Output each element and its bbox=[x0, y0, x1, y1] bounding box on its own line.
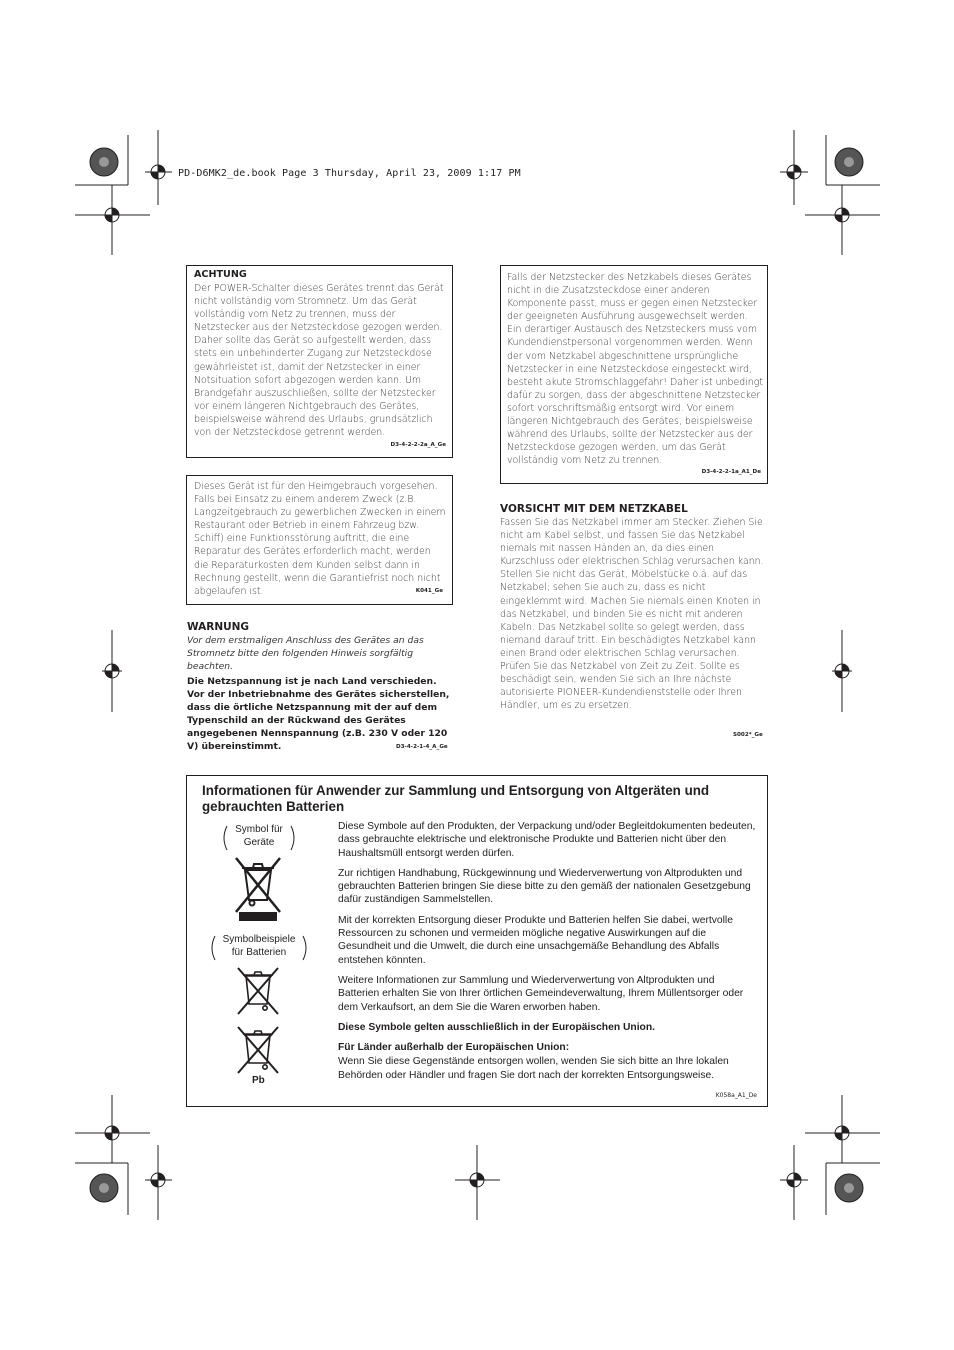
symbol-devices-label: Symbol für Geräte bbox=[235, 824, 283, 848]
bin-underline-bar bbox=[239, 912, 277, 921]
warnung-voltage-note: Die Netzspannung ist je nach Land verschieden. Vor der Inbetriebnahme des Gerätes sicherstellen, dass die örtliche Netzspannung mit der auf dem Typenschild an der Rückwand des Gerätes angegebenen Nennspannung (z.B. 230 V oder 120 V) übereinstimmt. bbox=[187, 676, 450, 753]
achtung-code: D3-4-2-2-2a_A_Ge bbox=[390, 442, 446, 448]
weee-paragraph-4: Weitere Informationen zur Sammlung und Wiederverwertung von Altprodukten und Batterien erhalten Sie von Ihrer örtlichen Gemeindeverwaltung, Ihrem Müllentsorger oder dem Verkaufsort, an dem Sie die Waren erworben haben. bbox=[338, 974, 744, 1013]
weee-code: K058a_A1_De bbox=[715, 1092, 757, 1099]
heimgebrauch-box bbox=[186, 475, 453, 605]
achtung-title: ACHTUNG bbox=[194, 269, 247, 280]
weee-eu-only-note: Diese Symbole gelten ausschließlich in der Europäischen Union. bbox=[338, 1021, 655, 1033]
netzstecker-body: Falls der Netzstecker des Netzkabels dieses Gerätes nicht in die Zusatzsteckdose einer anderen Komponente passt, muss er gegen einen Netzstecker der geeigneten Ausführung ausgewechselt werden. Ein derartiger Austausch des Netzsteckers muss vom Kundendienstpersonal vorgenommen werden. Wenn der vom Netzkabel abgeschnittene ursprüngliche Netzstecker in eine Netzsteckdose eingesteckt wird, besteht akute Stromschlaggefahr! Daher ist unbedingt dafür zu sorgen, dass der abgeschnittene Netzstecker sofort vorschriftsmäßig entsorgt wird. Vor einem längeren Nichtgebrauch des Gerätes, beispielsweise während des Urlaubs, sollte der Netzstecker aus der Netzsteckdose gezogen werden, um das Gerät vollständig vom Netz zu trennen. bbox=[507, 272, 764, 467]
heimgebrauch-code: K041_Ge bbox=[415, 588, 443, 594]
weee-text-column bbox=[338, 820, 758, 1082]
weee-paragraph-1: Diese Symbole auf den Produkten, der Verpackung und/oder Begleitdokumenten bedeuten, dass gebrauchte elektrische und elektronische Produkte und Batterien nicht über den Haushaltsmüll entsorgt werden dürfen. bbox=[338, 821, 756, 859]
book-header-line: PD-D6MK2_de.book Page 3 Thursday, April 23, 2009 1:17 PM bbox=[178, 168, 521, 179]
heimgebrauch-body: Dieses Gerät ist für den Heimgebrauch vorgesehen. Falls bei Einsatz zu einem anderem Zweck (z.B. Langzeitgebrauch zu gewerblichen Zwecken in einem Restaurant oder Betrieb in einem Fahrzeug bzw. Schiff) eine Funktionsstörung auftritt, die eine Reparatur des Gerätes erforderlich macht, werden die Reparaturkosten dem Kunden selbst dann in Rechnung gestellt, wenn die Garantiefrist noch nicht abgelaufen ist. bbox=[194, 481, 446, 597]
warnung-intro: Vor dem erstmaligen Anschluss des Gerätes an das Stromnetz bitte den folgenden Hinweis sorgfältig beachten. bbox=[187, 635, 424, 672]
weee-info-box bbox=[186, 775, 768, 1107]
pb-label: Pb bbox=[252, 1075, 265, 1086]
weee-paragraph-3: Mit der korrekten Entsorgung dieser Produkte und Batterien helfen Sie dabei, wertvolle Ressourcen zu schonen und vermeiden mögliche negative Auswirkungen auf die Gesundheit und die Umwelt, die durch eine unsachgemäße Behandlung des Abfalls entstehen könnten. bbox=[338, 914, 733, 966]
achtung-body: Der POWER-Schalter dieses Gerätes trennt das Gerät nicht vollständig vom Stromnetz. Um das Gerät vollständig vom Netz zu trennen, muss der Netzstecker aus der Netzsteckdose gezogen werden. Daher sollte das Gerät so aufgestellt werden, dass stets ein unbehinderter Zugang zur Netzsteckdose gewährleistet ist, damit der Netzstecker in einer Notsituation sofort abgezogen werden kann. Um Brandgefahr auszuschließen, sollte der Netzstecker vor einem längeren Nichtgebrauch des Gerätes, beispielsweise während des Urlaubs, grundsätzlich von der Netzsteckdose getrennt werden. bbox=[194, 283, 444, 439]
warnung-code: D3-4-2-1-4_A_Ge bbox=[396, 744, 448, 750]
weee-paragraph-2: Zur richtigen Handhabung, Rückgewinnung und Wiederverwertung von Altprodukten und gebrauchten Batterien bringen Sie diese bitte zu den gemäß der nationalen Gesetzgebung dafür zuständigen Sammelstellen. bbox=[338, 867, 751, 906]
netzstecker-box bbox=[500, 265, 768, 484]
weee-title: Informationen für Anwender zur Sammlung und Entsorgung von Altgeräten und gebrauchten Batterien bbox=[202, 783, 710, 814]
vorsicht-body: Fassen Sie das Netzkabel immer am Stecker. Ziehen Sie nicht am Kabel selbst, und fassen Sie das Netzkabel niemals mit nassen Händen an, da dies einen Kurzschluss oder elektrischen Schlag verursachen kann. Stellen Sie nicht das Gerät, Möbelstücke o.ä. auf das Netzkabel; sehen Sie auch zu, dass es nicht eingeklemmt wird. Machen Sie niemals einen Knoten in das Netzkabel, und binden Sie es nicht mit anderen Kabeln. Das Netzkabel sollte so gelegt werden, dass niemand darauf tritt. Ein beschädigtes Netzkabel kann einen Brand oder elektrischen Schlag verursachen. Prüfen Sie das Netzkabel von Zeit zu Zeit. Sollte es beschädigt sein, wenden Sie sich an Ihre nächste autorisierte PIONEER-Kundendienststelle oder Ihren Händler, um es zu ersetzen. bbox=[500, 517, 764, 712]
symbol-devices-brackets bbox=[219, 824, 299, 856]
achtung-box bbox=[186, 265, 453, 458]
vorsicht-title: VORSICHT MIT DEM NETZKABEL bbox=[500, 503, 688, 515]
weee-non-eu-heading: Für Länder außerhalb der Europäischen Union: bbox=[338, 1042, 570, 1054]
symbol-batteries-label: Symbolbeispiele für Batterien bbox=[222, 934, 296, 958]
battery-bin-icon bbox=[234, 966, 284, 1018]
vorsicht-code: S002*_Ge bbox=[733, 732, 763, 738]
symbol-batteries-brackets bbox=[209, 934, 309, 966]
battery-bin-pb-icon bbox=[234, 1025, 284, 1077]
weee-paragraph-non-eu: Wenn Sie diese Gegenstände entsorgen wollen, wenden Sie sich bitte an Ihre lokalen Behörden oder Händler und fragen Sie dort nach der korrekten Entsorgungsweise. bbox=[338, 1056, 729, 1081]
netzstecker-code: D3-4-2-2-1a_A1_De bbox=[701, 469, 761, 475]
warnung-title: WARNUNG bbox=[187, 621, 250, 633]
